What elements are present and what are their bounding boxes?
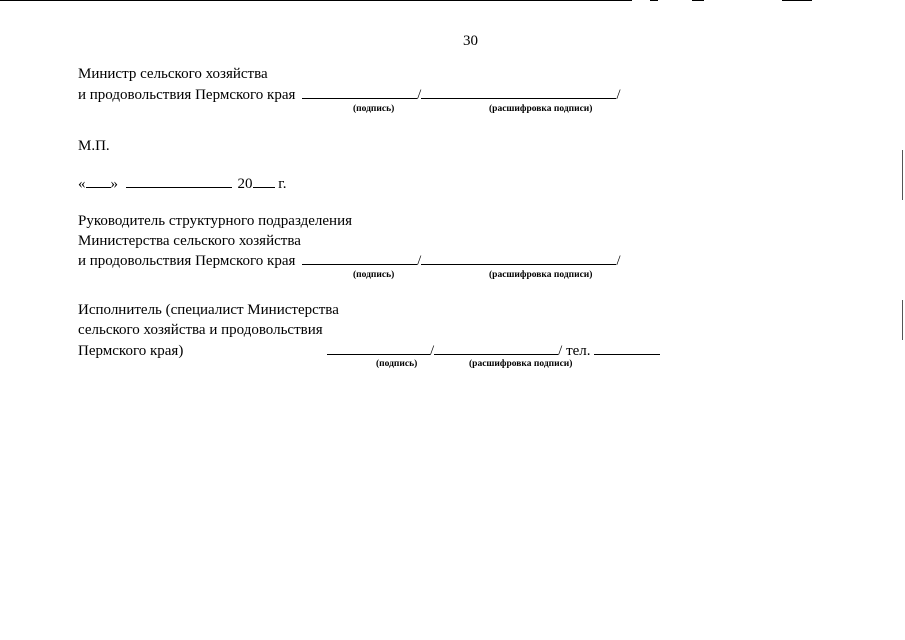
- separator-slash: /: [616, 253, 621, 269]
- executor-title-line-3: Пермского края): [78, 343, 184, 359]
- minister-title-text: и продовольствия Пермского края: [78, 87, 296, 103]
- separator-slash: /: [417, 87, 422, 103]
- date-year-prefix: 20: [237, 176, 253, 192]
- date-day-field[interactable]: [86, 174, 111, 188]
- scan-edge-mark: [902, 300, 903, 340]
- scan-edge-line: [782, 0, 812, 1]
- executor-signature-field[interactable]: [327, 341, 430, 355]
- signature-caption: (подпись): [353, 104, 395, 114]
- transcript-caption: (расшифровка подписи): [489, 270, 593, 280]
- executor-title-line-1: Исполнитель (специалист Министерства: [78, 302, 339, 318]
- date-month-field[interactable]: [126, 174, 232, 188]
- head-transcript-field[interactable]: [421, 251, 616, 265]
- scan-edge-line: [0, 0, 632, 1]
- signature-caption: (подпись): [353, 270, 395, 280]
- separator-slash: /: [558, 343, 563, 359]
- separator-slash: /: [616, 87, 621, 103]
- scan-edge-mark: [902, 150, 903, 200]
- head-title-line-1: Руководитель структурного подразделения: [78, 213, 352, 229]
- transcript-caption: (расшифровка подписи): [489, 104, 593, 114]
- minister-transcript-field[interactable]: [421, 85, 616, 99]
- head-title-line-2: Министерства сельского хозяйства: [78, 233, 301, 249]
- executor-title-line-2: сельского хозяйства и продовольствия: [78, 322, 323, 338]
- seal-label: М.П.: [78, 138, 110, 154]
- signature-caption: (подпись): [376, 359, 418, 369]
- separator-slash: /: [417, 253, 422, 269]
- separator-slash: /: [430, 343, 435, 359]
- date-year-field[interactable]: [253, 174, 275, 188]
- head-title-text: и продовольствия Пермского края: [78, 253, 296, 269]
- minister-title-line-1: Министр сельского хозяйства: [78, 66, 268, 82]
- minister-signature-field[interactable]: [302, 85, 417, 99]
- head-title-line-3: [78, 251, 621, 271]
- date-close-quote: »: [110, 176, 118, 192]
- page-number: 30: [463, 33, 478, 49]
- date-open-quote: «: [78, 176, 86, 192]
- scan-edge-line: [650, 0, 658, 1]
- head-signature-field[interactable]: [302, 251, 417, 265]
- date-year-suffix: г.: [278, 176, 287, 192]
- transcript-caption: (расшифровка подписи): [469, 359, 573, 369]
- minister-title-line-2: [78, 85, 621, 105]
- executor-transcript-field[interactable]: [434, 341, 558, 355]
- scan-edge-line: [692, 0, 704, 1]
- date-line: [78, 174, 286, 194]
- phone-label: тел.: [566, 343, 591, 359]
- executor-signature-row: [327, 341, 660, 361]
- phone-field[interactable]: [594, 341, 660, 355]
